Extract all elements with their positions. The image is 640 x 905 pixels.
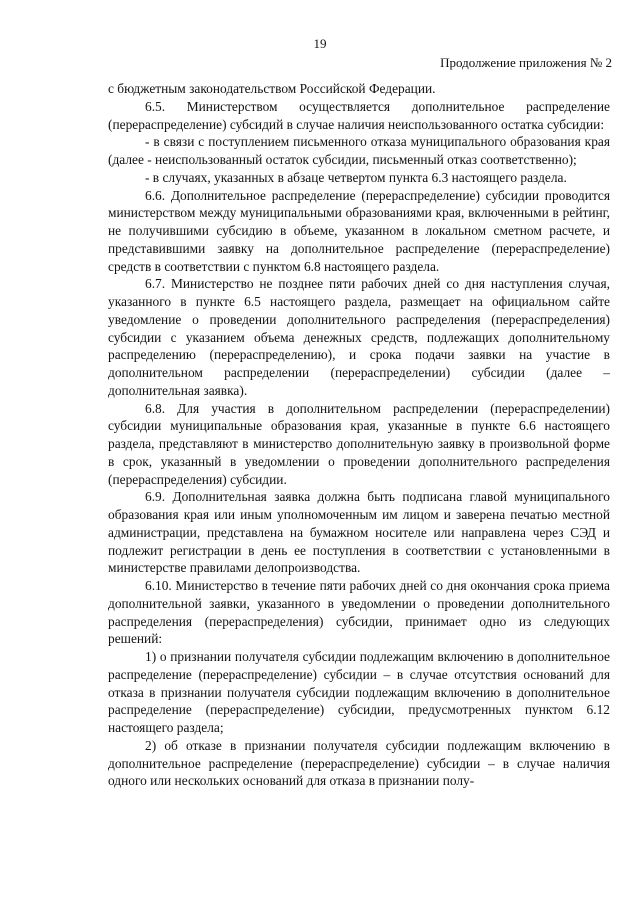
paragraph: 6.8. Для участия в дополнительном распределении (перераспределении) субсидии муниципальные образования края, указанные в пункте 6.6 настоящего раздела, представляют в министерство дополнительную заявку в произвольной форме в срок, указанный в уведомлении о проведении дополнительного распределения (перераспределения) субсидии. xyxy=(108,400,610,487)
paragraph: 6.10. Министерство в течение пяти рабочих дней со дня окончания срока приема дополнительной заявки, указанного в уведомлении о проведении дополнительного распределения (перераспределения) субсидии, принимает одно из следующих решений: xyxy=(108,578,610,647)
paragraph: 6.7. Министерство не позднее пяти рабочих дней со дня наступления случая, указанного в пункте 6.5 настоящего раздела, размещает на официальном сайте уведомление о проведении дополнительного распределения (перераспределения) субсидии с указанием объема денежных средств, подлежащих дополнительному распределению (перераспределению), и срока подачи заявки на участие в дополнительном распределении (перераспределении) субсидии (далее – дополнительная заявка). xyxy=(108,276,610,398)
paragraph: 6.9. Дополнительная заявка должна быть подписана главой муниципального образования края или иным уполномоченным им лицом и заверена печатью местной администрации, представлена на бумажном носителе или направлена через СЭД и подлежит регистрации в день ее поступления в соответствии с установленными в министерстве правилами делопроизводства. xyxy=(108,489,610,576)
page-number: 19 xyxy=(313,36,327,51)
paragraph: - в связи с поступлением письменного отказа муниципального образования края (далее - неиспользованный остаток субсидии, письменный отказ соответственно); xyxy=(108,134,610,167)
paragraph: - в случаях, указанных в абзаце четвертом пункта 6.3 настоящего раздела. xyxy=(145,169,567,185)
body-text xyxy=(108,80,610,790)
appendix-continuation-label: Продолжение приложения № 2 xyxy=(440,55,612,70)
paragraph: 6.5. Министерством осуществляется дополнительное распределение (перераспределение) субсидий в случае наличия неиспользованного остатка субсидии: xyxy=(108,98,610,132)
paragraph: 2) об отказе в признании получателя субсидии подлежащим включению в дополнительное распределение (перераспределение) субсидии – в случае наличия одного или нескольких оснований для отказа в признании полу- xyxy=(108,737,610,789)
paragraph: 6.6. Дополнительное распределение (перераспределение) субсидии проводится министерством между муниципальными образованиями края, включенными в рейтинг, не получившими субсидию в объеме, указанном в локальном сметном расчете, и представившими заявку на дополнительное распределение (перераспределение) средств в соответствии с пунктом 6.8 настоящего раздела. xyxy=(108,187,610,274)
paragraph: 1) о признании получателя субсидии подлежащим включению в дополнительное распределение (перераспределение) субсидии – в случае отсутствия оснований для отказа в признании получателя субсидии подлежащим включению в дополнительное распределение (перераспределение) субсидии, предусмотренных пунктом 6.12 настоящего раздела; xyxy=(108,649,610,735)
paragraph: с бюджетным законодательством Российской Федерации. xyxy=(108,81,436,96)
